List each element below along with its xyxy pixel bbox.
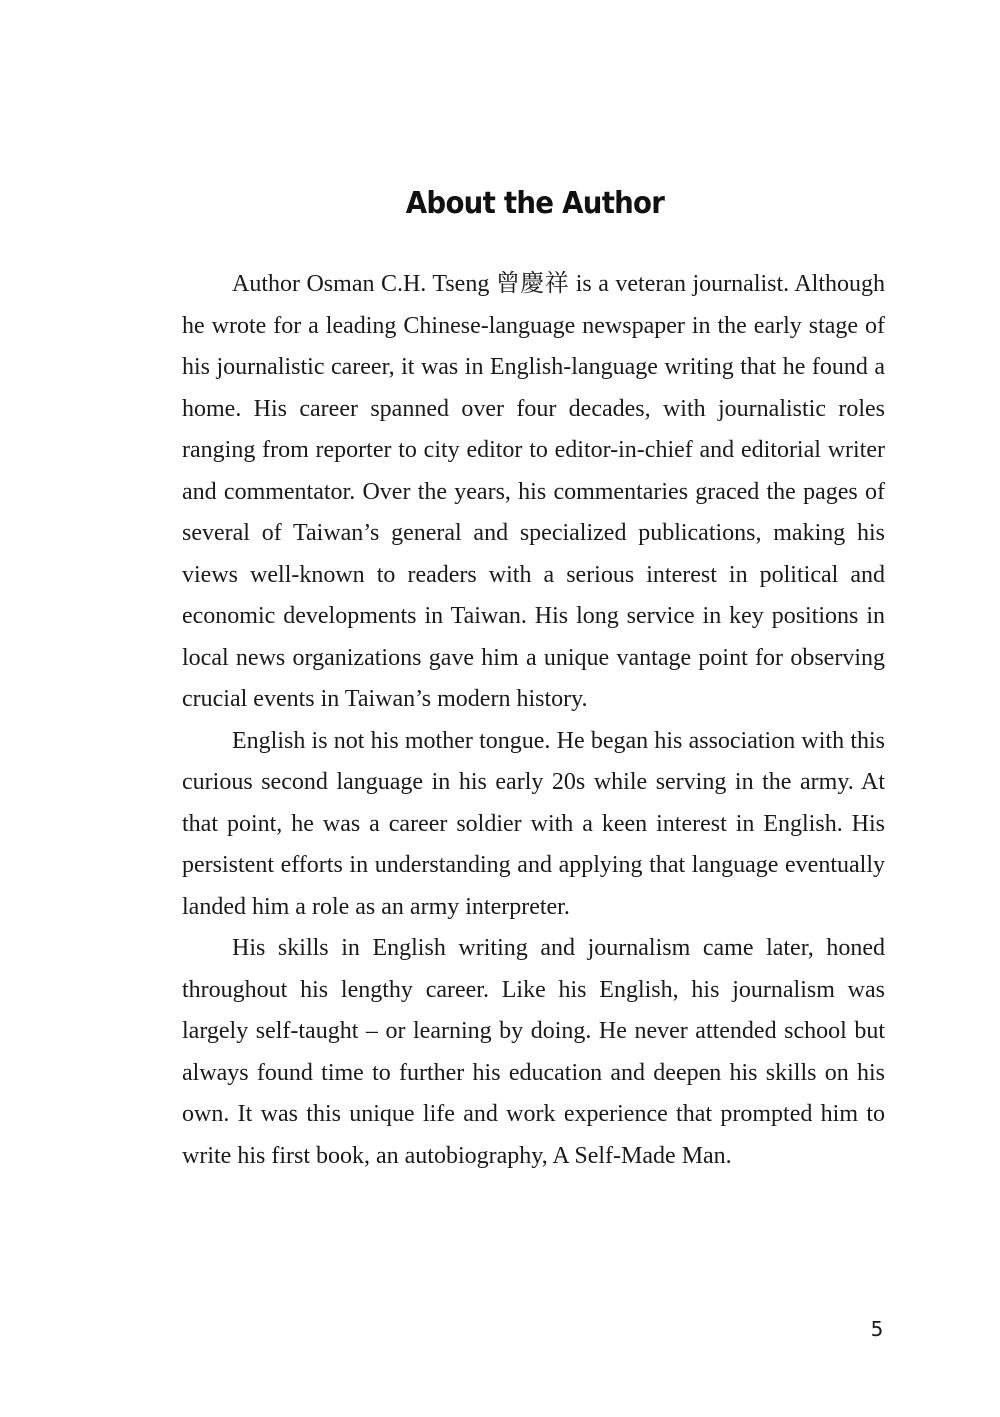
body-text xyxy=(182,264,885,1177)
page-title: About the Author xyxy=(405,186,665,221)
paragraph-1: Author Osman C.H. Tseng 曾慶祥 is a veteran journalist. Although he wrote for a leading Chinese-language newspaper in the early stage of his journalistic career, it was in English-language writing that he found a home. His career spanned over four decades, with journalistic roles ranging from reporter to city editor to editor-in-chief and editorial writer and commentator. Over the years, his commentaries graced the pages of several of Taiwan’s general and specialized publications, making his views well-known to readers with a serious interest in political and economic developments in Taiwan. His long service in key positions in local news organizations gave him a unique vantage point for observing crucial events in Taiwan’s modern history. xyxy=(182,271,885,712)
paragraph-2: English is not his mother tongue. He began his association with this curious second language in his early 20s while serving in the army. At that point, he was a career soldier with a keen interest in English. His persistent efforts in understanding and applying that language eventually landed him a role as an army interpreter. xyxy=(182,727,885,920)
paragraph-3: His skills in English writing and journalism came later, honed throughout his lengthy career. Like his English, his journalism was largely self-taught – or learning by doing. He never attended school but always found time to further his education and deepen his skills on his own. It was this unique life and work experience that prompted him to write his first book, an autobiography, A Self-Made Man. xyxy=(182,935,885,1169)
page-number: 5 xyxy=(870,1317,884,1341)
